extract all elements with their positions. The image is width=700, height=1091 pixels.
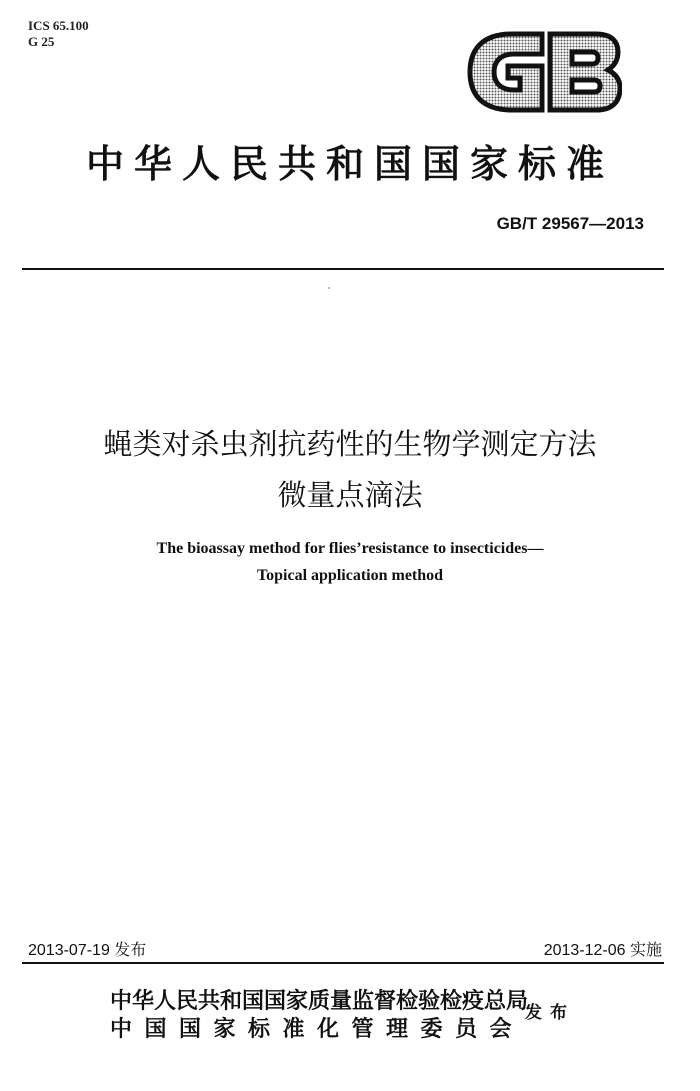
- document-title-en-line1: The bioassay method for flies’resistance to insecticides—: [156, 540, 544, 557]
- ccs-code: G 25: [28, 34, 55, 49]
- standard-number: GB/T 29567—2013: [496, 214, 644, 233]
- implementation-date: 2013-12-06 实施: [543, 942, 662, 959]
- issuer-line2: 中国国家标准化管理委员会: [110, 1016, 525, 1042]
- gb-logo-g-shape: [470, 34, 542, 110]
- gb-logo: [464, 30, 622, 114]
- header-divider: [22, 268, 664, 270]
- document-title-zh-line2: 微量点滴法: [277, 478, 423, 512]
- gb-logo-b-shape: [550, 34, 620, 110]
- scan-speck: [328, 287, 330, 289]
- issue-date: 2013-07-19 发布: [28, 942, 147, 959]
- issuer-line1: 中华人民共和国国家质量监督检验检疫总局: [110, 988, 529, 1014]
- document-title-zh-line1: 蝇类对杀虫剂抗药性的生物学测定方法: [103, 427, 597, 461]
- document-title-en-line2: Topical application method: [256, 567, 444, 584]
- standard-title: 中华人民共和国国家标准: [85, 141, 614, 186]
- footer-divider: [22, 962, 664, 964]
- classification-codes: [28, 18, 89, 50]
- ics-code: ICS 65.100: [28, 18, 89, 33]
- publish-label: 发布: [525, 1003, 575, 1023]
